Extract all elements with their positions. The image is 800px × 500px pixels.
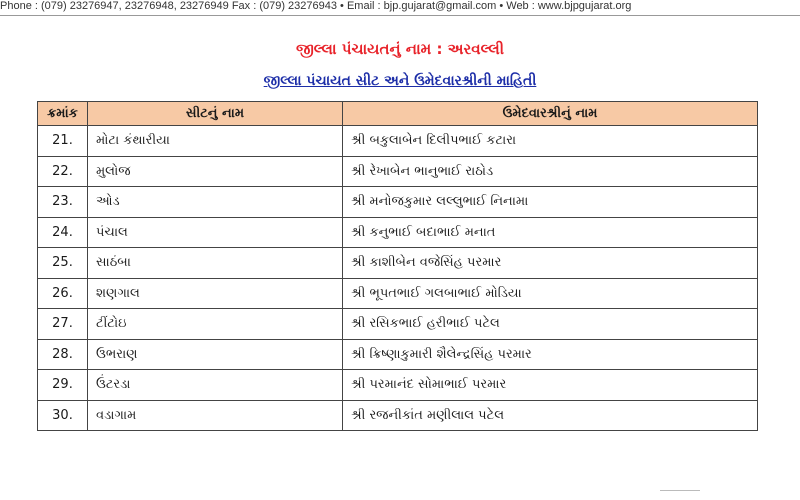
row-number: 22. (38, 156, 88, 187)
seat-name: ટીંટોઇ (88, 309, 343, 340)
candidate-name: શ્રી રજનીકાંત મણીલાલ પટેલ (343, 400, 758, 431)
seat-name: મોટા કંથારીયા (88, 126, 343, 157)
seat-name: ઓડ (88, 187, 343, 218)
table-row (38, 217, 758, 248)
candidate-name: શ્રી રેખાબેન ભાનુભાઈ રાઠોડ (343, 156, 758, 187)
seat-name: ઉભરાણ (88, 339, 343, 370)
row-number: 28. (38, 339, 88, 370)
candidate-name: શ્રી બકુલાબેન દિલીપભાઈ કટારા (343, 126, 758, 157)
seat-candidate-table (37, 101, 758, 431)
row-number: 23. (38, 187, 88, 218)
table-row (38, 126, 758, 157)
table-row (38, 370, 758, 401)
page-subtitle: જીલ્લા પંચાયત સીટ અને ઉમેદવારશ્રીની માહિતી (263, 73, 537, 89)
table-header-row (38, 102, 758, 126)
table-row (38, 278, 758, 309)
row-number: 26. (38, 278, 88, 309)
seat-name: શણગાલ (88, 278, 343, 309)
candidate-name: શ્રી મનોજકુમાર લલ્લુભાઈ નિનામા (343, 187, 758, 218)
table-row (38, 339, 758, 370)
seat-name: મુલોજ (88, 156, 343, 187)
table-row (38, 309, 758, 340)
row-number: 24. (38, 217, 88, 248)
candidate-name: શ્રી રસિકભાઈ હરીભાઈ પટેલ (343, 309, 758, 340)
page-edge-mark (660, 490, 700, 497)
row-number: 21. (38, 126, 88, 157)
seat-name: વડાગામ (88, 400, 343, 431)
candidate-name: શ્રી કાશીબેન વજેસિંહ પરમાર (343, 248, 758, 279)
contact-info-bar: Phone : (079) 23276947, 23276948, 23276949 Fax : (079) 23276943 • Email : bjp.gujarat@gmail.com • Web : www.bjpgujarat.org (0, 0, 632, 12)
seat-name: ઉંટરડા (88, 370, 343, 401)
page-title: જીલ્લા પંચાયતનું નામ : અરવલ્લી (295, 40, 505, 58)
header-divider (0, 15, 800, 16)
candidate-name: શ્રી પરમાનંદ સોમાભાઈ પરમાર (343, 370, 758, 401)
row-number: 29. (38, 370, 88, 401)
row-number: 30. (38, 400, 88, 431)
table-row (38, 156, 758, 187)
column-header-number: ક્રમાંક (38, 102, 88, 126)
row-number: 25. (38, 248, 88, 279)
row-number: 27. (38, 309, 88, 340)
seat-name: પંચાલ (88, 217, 343, 248)
candidate-name: શ્રી ક્રિષ્ણાકુમારી શૈલેન્દ્રસિંહ પરમાર (343, 339, 758, 370)
table-row (38, 248, 758, 279)
candidate-name: શ્રી કનુભાઈ બદાભાઈ મનાત (343, 217, 758, 248)
column-header-seat: સીટનું નામ (88, 102, 343, 126)
candidate-name: શ્રી ભૂપતભાઈ ગલબાભાઈ મોડિયા (343, 278, 758, 309)
column-header-candidate: ઉમેદવારશ્રીનું નામ (343, 102, 758, 126)
table-row (38, 187, 758, 218)
table-row (38, 400, 758, 431)
seat-name: સાઠંબા (88, 248, 343, 279)
